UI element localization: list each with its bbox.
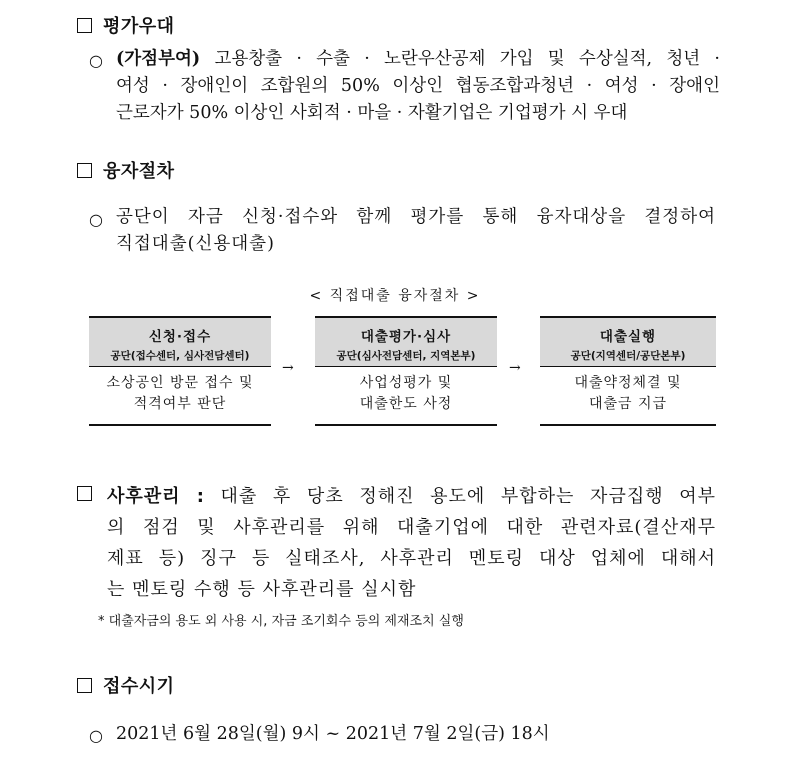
circle-bullet-icon: ○ — [89, 726, 103, 745]
section-title: 접수시기 — [103, 676, 175, 697]
circle-bullet-icon: ○ — [89, 51, 103, 70]
arrow-right-icon: → — [509, 360, 521, 376]
application-period-text: 2021년 6월 28일(월) 9시 ~ 2021년 7월 2일(금) 18시 — [116, 724, 550, 744]
section-title: 사후관리 : — [107, 486, 205, 507]
checkbox-square-icon — [77, 486, 92, 501]
flow-step-evaluation: 대출평가·심사 공단(심사전담센터, 지역본부) 사업성평가 및 대출한도 사정 — [315, 316, 497, 426]
circle-bullet-icon: ○ — [89, 210, 103, 229]
checkbox-square-icon — [77, 163, 92, 178]
post-management-paragraph: 사후관리 : 대출 후 당초 정해진 용도에 부합하는 자금집행 여부 의 점검 및 사후관리를 위해 대출기업에 대한 관련자료(결산재무 제표 등) 징구 등 실태조사, 사후관리 멘토링 대상 업체에 대해서 는 멘토링 수행 등 사후관리를 실시함 — [107, 486, 716, 600]
flow-step-execution: 대출실행 공단(지역센터/공단본부) 대출약정체결 및 대출금 지급 — [540, 316, 716, 426]
procedure-paragraph: 공단이 자금 신청·접수와 함께 평가를 통해 융자대상을 결정하여 직접대출(신용대출) — [116, 207, 716, 254]
flow-caption: < 직접대출 융자절차 > — [309, 288, 481, 304]
checkbox-square-icon — [77, 678, 92, 693]
heading-application-period — [77, 672, 175, 698]
arrow-right-icon: → — [282, 360, 294, 376]
heading-post-management — [77, 486, 103, 501]
heading-evaluation-preference — [77, 12, 175, 38]
flow-step-application: 신청·접수 공단(접수센터, 심사전담센터) 소상공인 방문 접수 및 적격여부 판단 — [89, 316, 271, 426]
footnote: * 대출자금의 용도 외 사용 시, 자금 조기회수 등의 제재조치 실행 — [98, 614, 464, 629]
evaluation-paragraph: (가점부여) 고용창출 · 수출 · 노란우산공제 가입 및 수상실적, 청년 · 여성 · 장애인이 조합원의 50% 이상인 협동조합과청년 · 여성 · 장애인 근로자가 50% 이상인 사회적 · 마을 · 자활기업은 기업평가 시 우대 — [116, 49, 720, 123]
checkbox-square-icon — [77, 18, 92, 33]
heading-loan-procedure — [77, 157, 175, 183]
section-title: 융자절차 — [103, 161, 175, 182]
section-title: 평가우대 — [103, 16, 175, 37]
